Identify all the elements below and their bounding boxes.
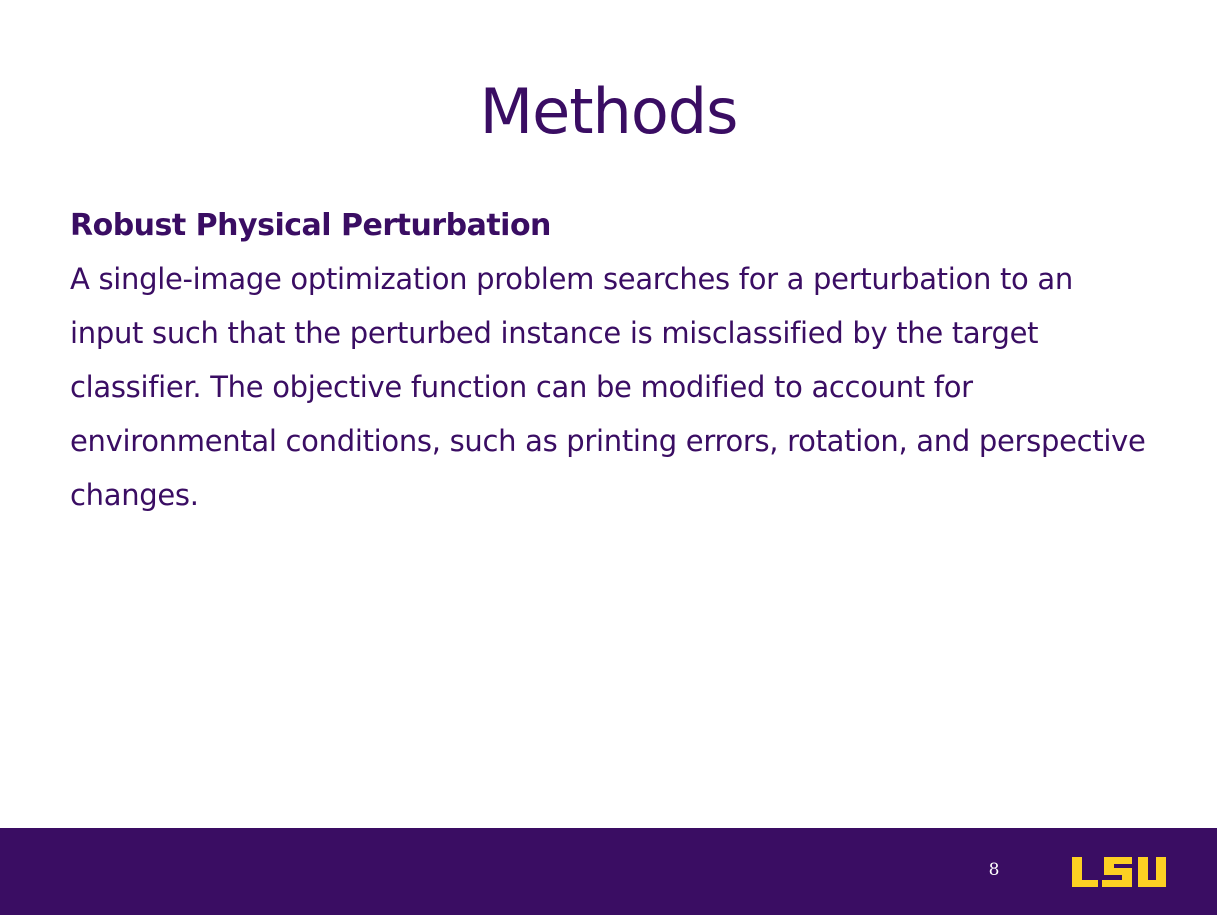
section-heading: Robust Physical Perturbation <box>70 208 551 243</box>
footer-bar <box>0 828 1217 915</box>
slide-title: Methods <box>479 75 738 148</box>
body-paragraph: A single-image optimization problem searches for a perturbation to an input such that the perturbed instance is misclassified by the target classifier. The objective function can be modified to account for environmental conditions, such as printing errors, rotation, and perspective changes. <box>70 262 1146 512</box>
slide-content <box>70 204 1150 522</box>
lsu-logo <box>1070 857 1168 889</box>
page-number: 8 <box>988 860 1000 880</box>
